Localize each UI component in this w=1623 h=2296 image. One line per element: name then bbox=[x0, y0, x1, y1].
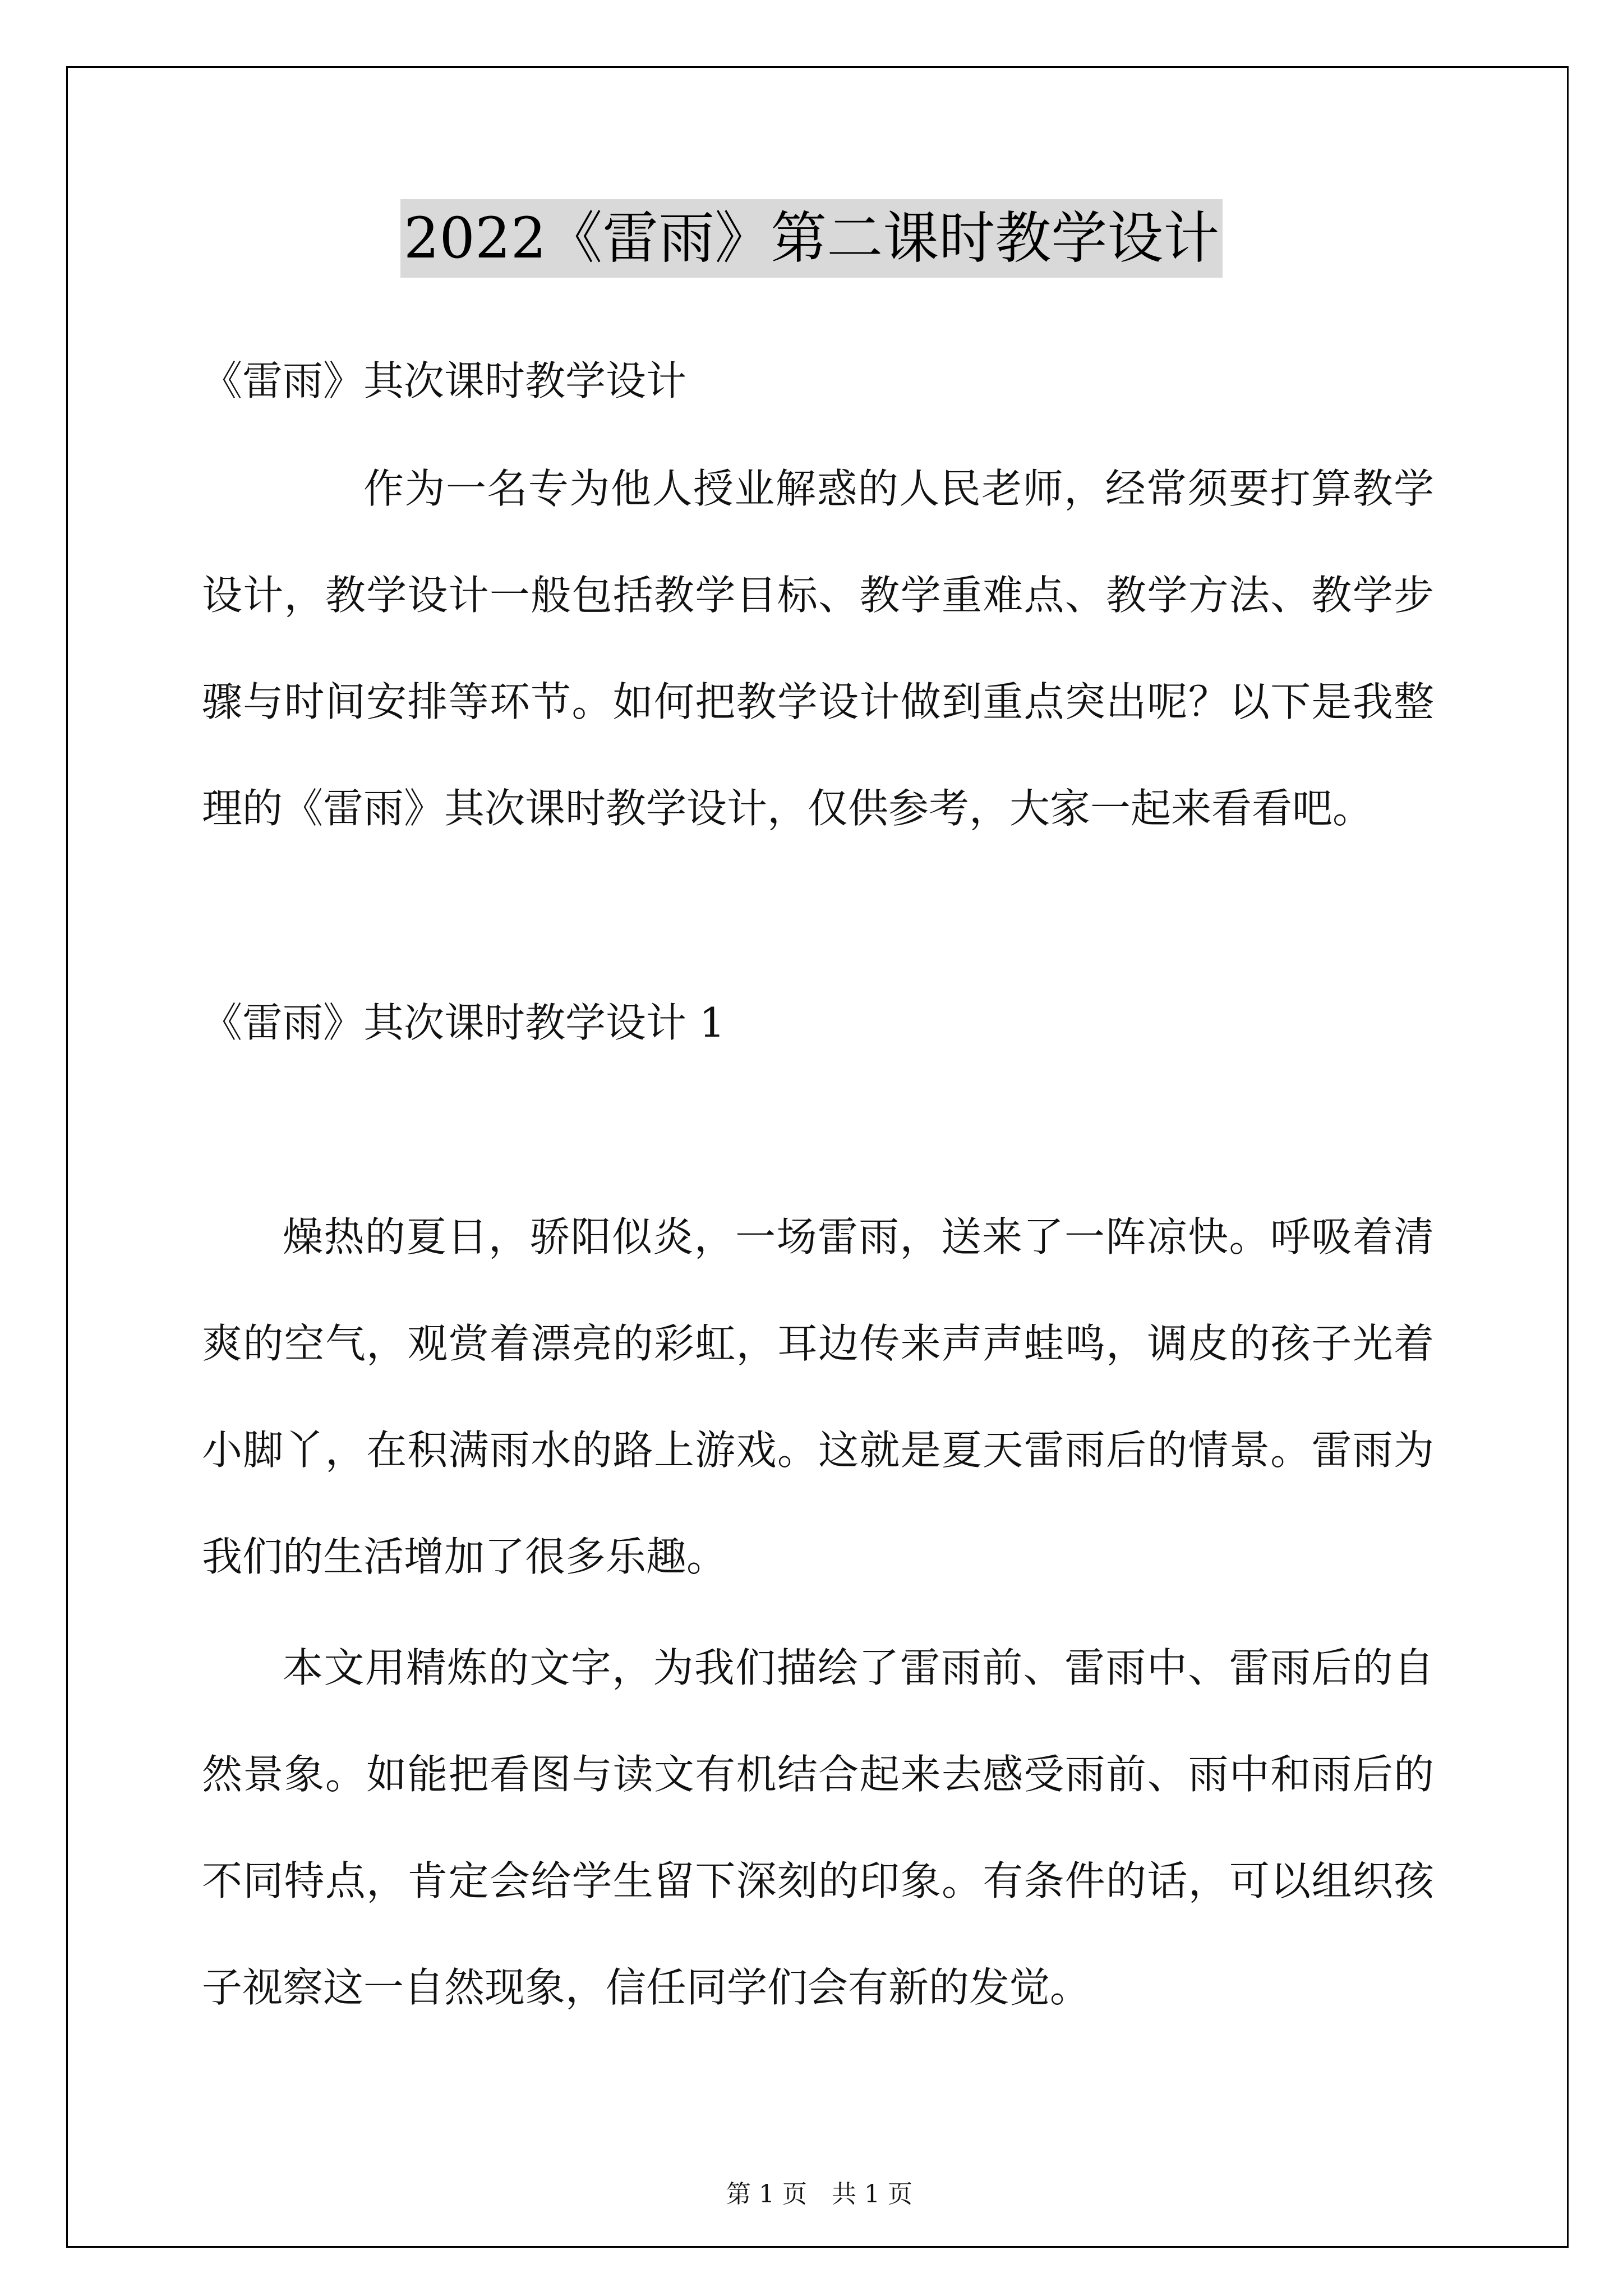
intro-paragraph bbox=[202, 435, 1434, 862]
paragraph-line: 理的《雷雨》其次课时教学设计，仅供参考，大家一起来看看吧。 bbox=[202, 785, 1373, 832]
paragraph-line: 设计，教学设计一般包括教学目标、教学重难点、教学方法、教学步 bbox=[202, 572, 1434, 619]
section-heading bbox=[202, 969, 1434, 1076]
title-container bbox=[0, 199, 1623, 278]
paragraph-line: 不同特点，肯定会给学生留下深刻的印象。有条件的话，可以组织孩 bbox=[202, 1857, 1434, 1904]
paragraph-line: 本文用精炼的文字，为我们描绘了雷雨前、雷雨中、雷雨后的自 bbox=[283, 1644, 1434, 1691]
paragraph-line: 我们的生活增加了很多乐趣。 bbox=[202, 1533, 727, 1580]
section-heading-text: 《雷雨》其次课时教学设计 1 bbox=[202, 999, 725, 1046]
paragraph-line: 爽的空气，观赏着漂亮的彩虹，耳边传来声声蛙鸣，调皮的孩子光着 bbox=[202, 1320, 1434, 1367]
body-paragraph-1 bbox=[202, 1184, 1434, 1610]
document-title: 2022《雷雨》第二课时教学设计 bbox=[400, 199, 1223, 278]
paragraph-line: 子视察这一自然现象，信任同学们会有新的发觉。 bbox=[202, 1964, 1091, 2011]
page-number-label: 第 1 页 共 1 页 bbox=[726, 2180, 912, 2208]
subtitle-text: 《雷雨》其次课时教学设计 bbox=[202, 357, 687, 404]
paragraph-line: 然景象。如能把看图与读文有机结合起来去感受雨前、雨中和雨后的 bbox=[202, 1751, 1434, 1798]
paragraph-line: 作为一名专为他人授业解惑的人民老师，经常须要打算教学 bbox=[363, 465, 1434, 512]
document-subtitle bbox=[202, 328, 1434, 434]
paragraph-line: 骤与时间安排等环节。如何把教学设计做到重点突出呢？以下是我整 bbox=[202, 678, 1434, 725]
paragraph-line: 小脚丫，在积满雨水的路上游戏。这就是夏天雷雨后的情景。雷雨为 bbox=[202, 1427, 1434, 1474]
body-paragraph-2 bbox=[202, 1614, 1434, 2041]
page-footer bbox=[0, 2144, 1623, 2211]
paragraph-line: 燥热的夏日，骄阳似炎，一场雷雨，送来了一阵凉快。呼吸着清 bbox=[283, 1213, 1434, 1260]
